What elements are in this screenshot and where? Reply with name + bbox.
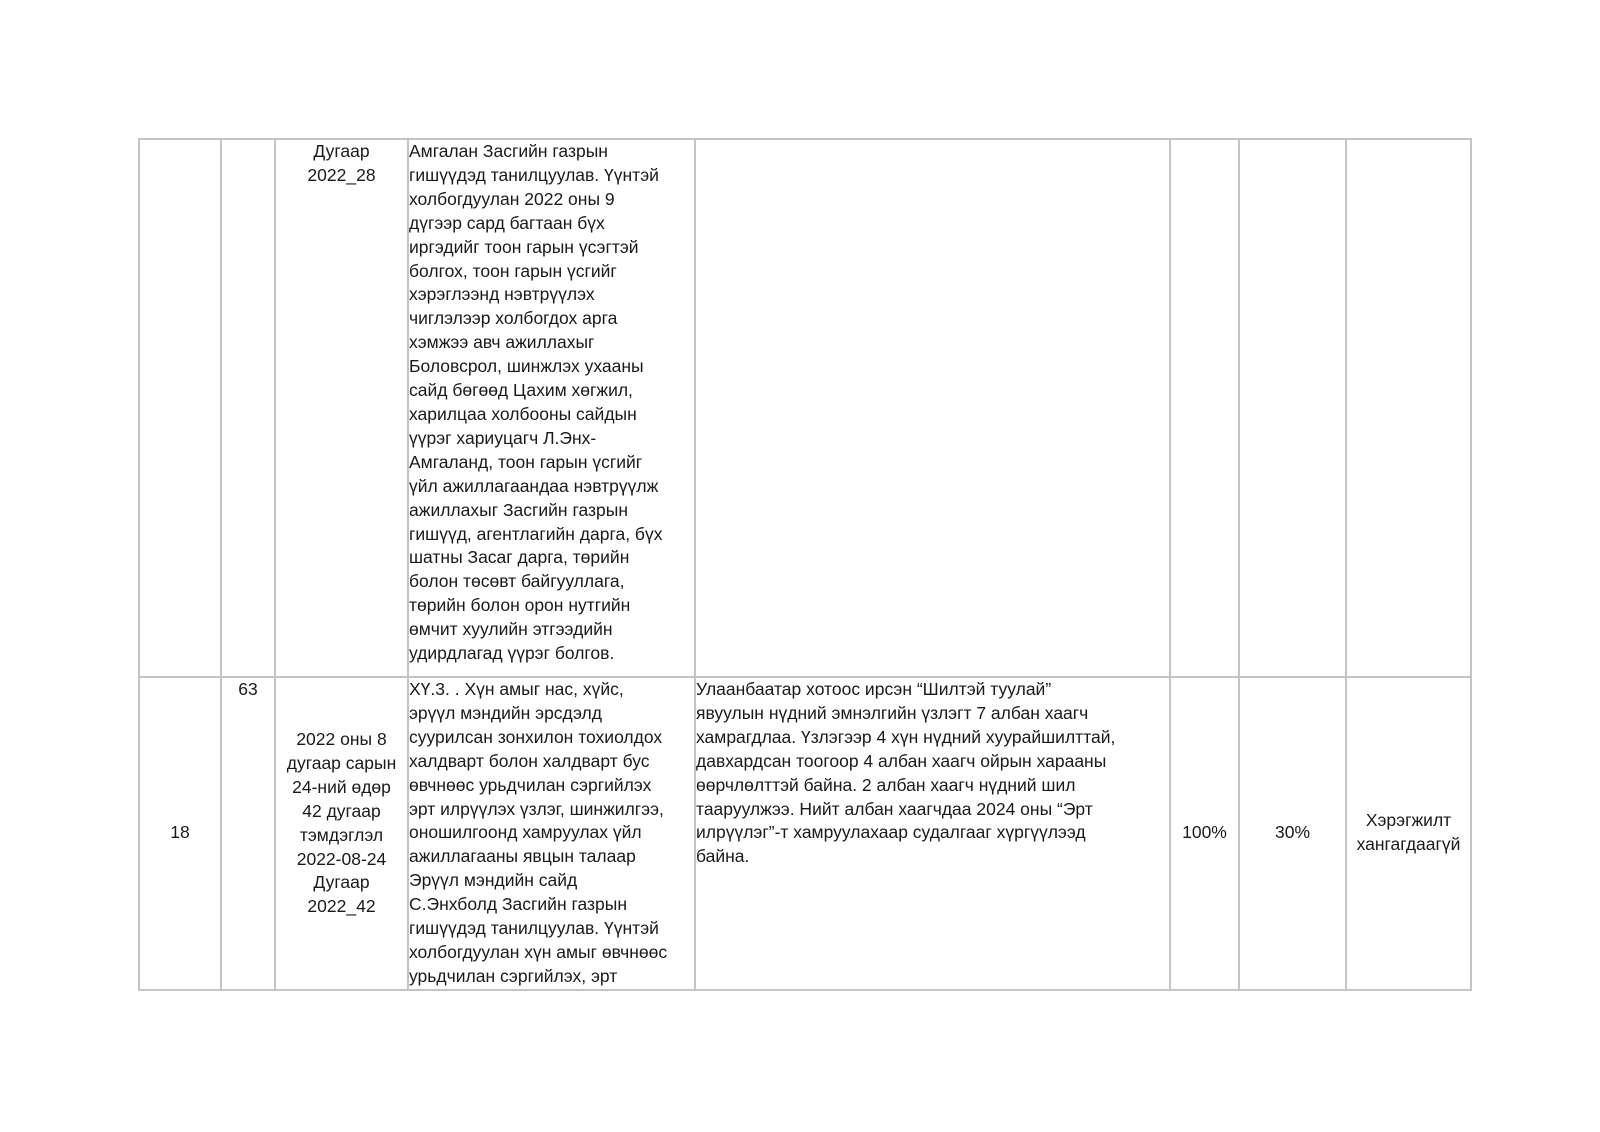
task-line: суурилсан зонхилон тохиолдох: [409, 726, 663, 747]
task-line: төрийн болон орон нутгийн: [409, 595, 631, 616]
date-ref-line: тэмдэглэл: [299, 824, 384, 845]
status-line: Хэрэгжилт: [1365, 810, 1452, 831]
date-ref-line: 42 дугаар: [302, 800, 381, 821]
cell-percent-a: [1170, 139, 1239, 677]
date-ref-line: дугаар сарын: [286, 752, 397, 773]
task-line: иргэдийг тоон гарын үсэгтэй: [409, 236, 639, 257]
task-line: С.Энхболд Засгийн газрын: [409, 894, 627, 915]
task-line: эрүүл мэндийн эрсдэлд: [409, 702, 602, 723]
task-line: холбогдуулан хүн амыг өвчнөөс: [409, 941, 668, 962]
row-number: 18: [170, 822, 190, 843]
date-ref-line: 2022 оны 8: [296, 729, 387, 749]
cell-no: [139, 677, 221, 990]
cell-code: [221, 139, 275, 677]
task-line: ажиллахыг Засгийн газрын: [409, 499, 628, 520]
task-line: удирдлагад үүрэг болгов.: [409, 643, 615, 664]
cell-percent-b: [1239, 139, 1346, 677]
task-line: ажиллагааны явцын талаар: [409, 846, 636, 867]
report-line: өөрчлөлттэй байна. 2 албан хаагч нүдний шил: [696, 774, 1076, 795]
task-line: Боловсрол, шинжлэх ухааны: [409, 356, 644, 377]
task-line: холбогдуулан 2022 оны 9: [409, 188, 615, 209]
cell-task: [408, 677, 695, 990]
cell-report: [695, 139, 1170, 677]
cell-status: [1346, 139, 1471, 677]
cell-percent-a: [1170, 677, 1239, 990]
date-ref-line: 2022_28: [307, 164, 376, 185]
task-line: гишүүдэд танилцуулав. Үүнтэй: [409, 918, 659, 939]
task-line: дүгээр сард багтаан бүх: [409, 212, 605, 233]
task-line: сайд бөгөөд Цахим хөгжил,: [409, 380, 633, 401]
cell-report: [695, 677, 1170, 990]
cell-status: [1346, 677, 1471, 990]
report-line: байна.: [696, 846, 750, 867]
task-line: Амгаланд, тоон гарын үсгийг: [409, 451, 643, 472]
task-line: шатны Засаг дарга, төрийн: [409, 547, 630, 568]
report-line: Улаанбаатар хотоос ирсэн “Шилтэй туулай”: [696, 679, 1052, 699]
date-ref-line: 24-ний өдөр: [292, 776, 391, 797]
task-line: XҮ.3. . Хүн амыг нас, хүйс,: [409, 679, 624, 699]
report-line: явуулын нүдний эмнэлгийн үзлэгт 7 албан хаагч: [696, 702, 1089, 723]
task-line: болгох, тоон гарын үсгийг: [409, 260, 617, 281]
status-line: хангагдаагүй: [1356, 834, 1461, 855]
table-row: [139, 139, 1471, 677]
task-line: харилцаа холбооны сайдын: [409, 403, 637, 424]
task-line: гишүүд, агентлагийн дарга, бүх: [409, 523, 663, 544]
task-line: оношилгоонд хамруулах үйл: [409, 822, 642, 843]
cell-code: [221, 677, 275, 990]
date-ref-line: Дугаар: [313, 141, 370, 161]
task-line: үүрэг хариуцагч Л.Энх-: [409, 427, 597, 448]
date-ref-line: Дугаар: [313, 872, 370, 893]
report-table: [138, 138, 1472, 991]
task-line: урьдчилан сэргийлэх, эрт: [409, 965, 618, 986]
report-line: давхардсан тоогоор 4 албан хаагч ойрын харааны: [696, 750, 1107, 771]
cell-percent-b: [1239, 677, 1346, 990]
task-line: болон төсөвт байгууллага,: [409, 571, 625, 592]
cell-no: [139, 139, 221, 677]
task-line: Эрүүл мэндийн сайд: [409, 870, 578, 891]
task-line: өвчнөөс урьдчилан сэргийлэх: [409, 774, 652, 795]
percent-value: 30%: [1274, 822, 1311, 843]
report-line: хамрагдлаа. Үзлэгээр 4 хүн нүдний хуурайшилттай,: [696, 726, 1116, 747]
report-line: тааруулжээ. Нийт албан хаагчдаа 2024 оны “Эрт: [696, 798, 1093, 819]
task-line: гишүүдэд танилцуулав. Үүнтэй: [409, 164, 659, 185]
task-line: халдварт болон халдварт бус: [409, 750, 650, 771]
task-line: хэрэглээнд нэвтрүүлэх: [409, 284, 595, 305]
cell-date-ref: [275, 677, 408, 990]
date-ref-line: 2022-08-24: [296, 848, 387, 869]
percent-value: 100%: [1182, 822, 1227, 843]
cell-date-ref: [275, 139, 408, 677]
task-line: үйл ажиллагаандаа нэвтрүүлж: [409, 475, 659, 496]
table-row: [139, 677, 1471, 990]
report-line: илрүүлэг”-т хамруулахаар судалгааг хүргүүлээд: [696, 822, 1086, 843]
task-line: өмчит хуулийн этгээдийн: [409, 619, 613, 640]
cell-task: [408, 139, 695, 677]
task-line: хэмжээ авч ажиллахыг: [409, 332, 595, 353]
task-line: чиглэлээр холбогдох арга: [409, 308, 618, 329]
task-line: эрт илрүүлэх үзлэг, шинжилгээ,: [409, 798, 664, 819]
task-line: Амгалан Засгийн газрын: [409, 141, 608, 161]
row-code: 63: [238, 679, 258, 699]
date-ref-line: 2022_42: [307, 896, 376, 917]
